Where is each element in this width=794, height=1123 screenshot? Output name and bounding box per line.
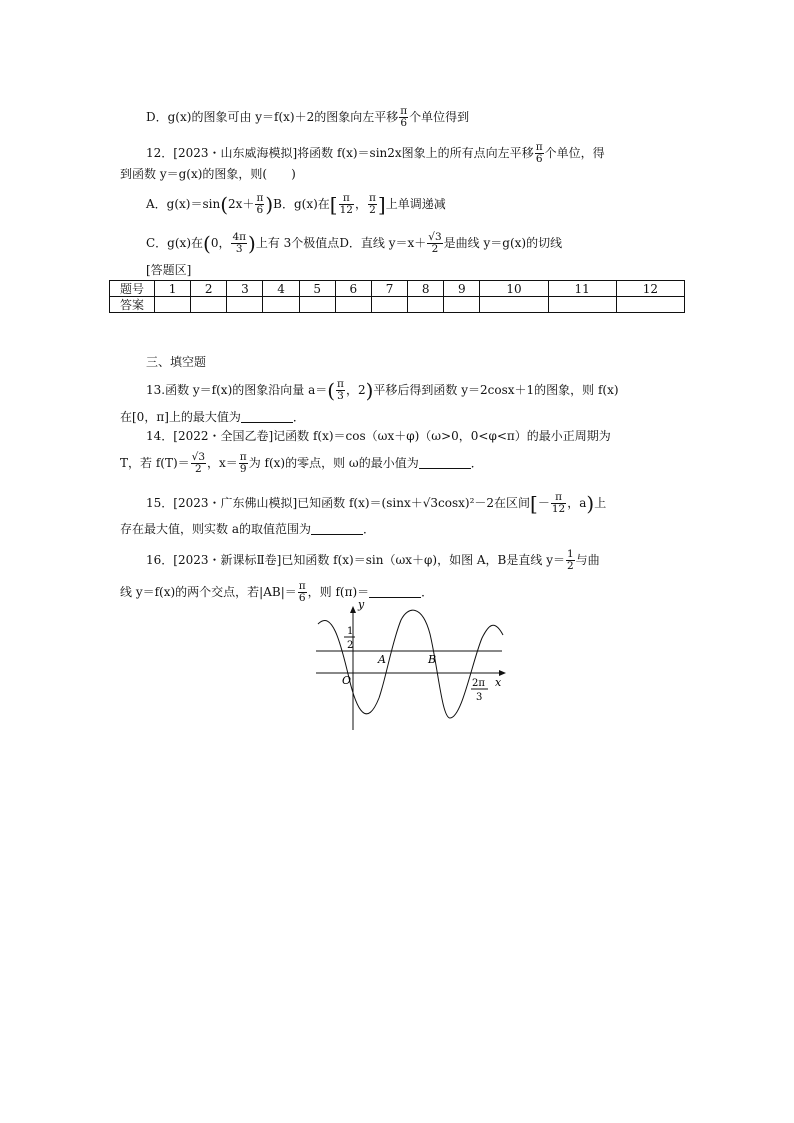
row-header-number: 题号 [110,281,155,297]
q12-line1: 12．[2023・山东威海模拟]将函数 f(x)＝sin2x图象上的所有点向左平移 $\frac{\pi}{6}$ 个单位，得 [146,141,605,165]
q13-line2: 在[0，π]上的最大值为 ． [120,410,305,424]
row-header-answer: 答案 [110,297,155,313]
answer-blank[interactable] [419,456,471,469]
y-axis-arrow-icon [350,606,356,613]
answer-blank[interactable] [311,522,363,535]
fraction: $\frac{\pi}{2}$ [369,192,376,216]
q15-line2: 存在最大值，则实数 a的取值范围为 ． [120,522,375,536]
fraction: $\frac{1}{2}$ [566,548,574,572]
answer-cell[interactable] [191,297,227,313]
q14-line1: 14．[2022・全国乙卷]记函数 f(x)＝cos（ωx＋φ)（ω>0，0<φ<π）的最小正周期为 [146,429,611,443]
half-label-num: 1 [347,626,354,637]
point-b-label: B [428,653,437,666]
answer-cell[interactable] [263,297,299,313]
y-axis-label: y [358,602,365,611]
fraction: $\frac{\pi}{9}$ [239,451,247,475]
answer-area-label: [答题区] [146,263,192,277]
q16-line1: 16．[2023・新课标Ⅱ卷]已知函数 f(x)＝sin（ωx＋φ)，如图 A，B是直线 y＝ $\frac{1}{2}$ 与曲 [146,548,600,572]
answer-cell[interactable] [371,297,407,313]
q12-options-ab: A．g(x)＝sin(2x＋ $\frac{\pi}{6}$ )B．g(x)在[ $\frac{\pi}{12}$ ， $\frac{\pi}{2}$ ]上单调递减 [146,192,446,217]
question-number: 8 [408,281,444,297]
question-number: 4 [263,281,299,297]
fraction: $\frac{√3}{2}$ [428,231,442,255]
question-number: 11 [548,281,616,297]
answer-blank[interactable] [369,585,421,598]
answer-cell[interactable] [299,297,335,313]
q14-line2: T，若 f(T)＝ $\frac{√3}{2}$ ，x＝ $\frac{\pi}{9}$ 为 f(x)的零点，则 ω的最小值为 ． [120,451,483,475]
question-number: 2 [191,281,227,297]
tick-label-num: 2π [472,678,485,689]
fraction: $\frac{\pi}{12}$ [339,192,353,216]
question-number: 10 [480,281,548,297]
question-number: 7 [371,281,407,297]
fraction: $\frac{\pi}{6}$ [400,105,408,129]
q12-line2: 到函数 y＝g(x)的图象，则( ) [120,167,296,181]
question-number: 3 [227,281,263,297]
q16-line2: 线 y＝f(x)的两个交点，若|AB|＝ $\frac{\pi}{6}$ ，则 f(π)＝ ． [120,580,434,604]
table-row [110,281,685,297]
answer-cell[interactable] [408,297,444,313]
half-label-den: 2 [347,640,354,651]
q11-option-d: D．g(x)的图象可由 y＝f(x)＋2的图象向左平移 $\frac{\pi}{6}$ 个单位得到 [146,105,470,129]
answer-cell[interactable] [548,297,616,313]
question-number: 12 [616,281,684,297]
answer-cell[interactable] [335,297,371,313]
fraction: $\frac{\pi}{12}$ [551,491,566,515]
x-axis-label: x [495,676,502,689]
question-number: 9 [444,281,480,297]
answer-cell[interactable] [155,297,191,313]
fraction: $\frac{\pi}{6}$ [298,580,306,604]
fraction: $\frac{\pi}{3}$ [337,378,344,402]
answer-cell[interactable] [480,297,548,313]
q15-line1: 15．[2023・广东佛山模拟]已知函数 f(x)＝(sinx＋√3cosx)²－2在区间[－ $\frac{\pi}{12}$ ，a)上 [146,491,607,516]
question-number: 6 [335,281,371,297]
fraction: $\frac{4\pi}{3}$ [232,231,247,255]
question-number: 1 [155,281,191,297]
answer-cell[interactable] [616,297,684,313]
answer-cell[interactable] [227,297,263,313]
q13-line1: 13.函数 y＝f(x)的图象沿向量 a＝( $\frac{\pi}{3}$ ，2)平移后得到函数 y＝2cosx＋1的图象，则 f(x) [146,378,619,403]
answer-blank[interactable] [241,410,293,423]
sine-graph-figure [312,602,512,732]
fraction: $\frac{√3}{2}$ [191,451,206,475]
tick-label-den: 3 [476,692,483,703]
table-row [110,297,685,313]
section-title: 三、填空题 [146,355,207,369]
question-number: 5 [299,281,335,297]
q12-options-cd: C．g(x)在(0， $\frac{4\pi}{3}$ )上有 3个极值点D．直线 y＝x＋ $\frac{√3}{2}$ 是曲线 y＝g(x)的切线 [146,231,563,256]
answer-table [109,280,685,313]
point-a-label: A [378,653,386,666]
origin-label: O [342,674,352,687]
fraction: $\frac{\pi}{6}$ [535,141,543,165]
answer-cell[interactable] [444,297,480,313]
fraction: $\frac{\pi}{6}$ [256,192,264,216]
